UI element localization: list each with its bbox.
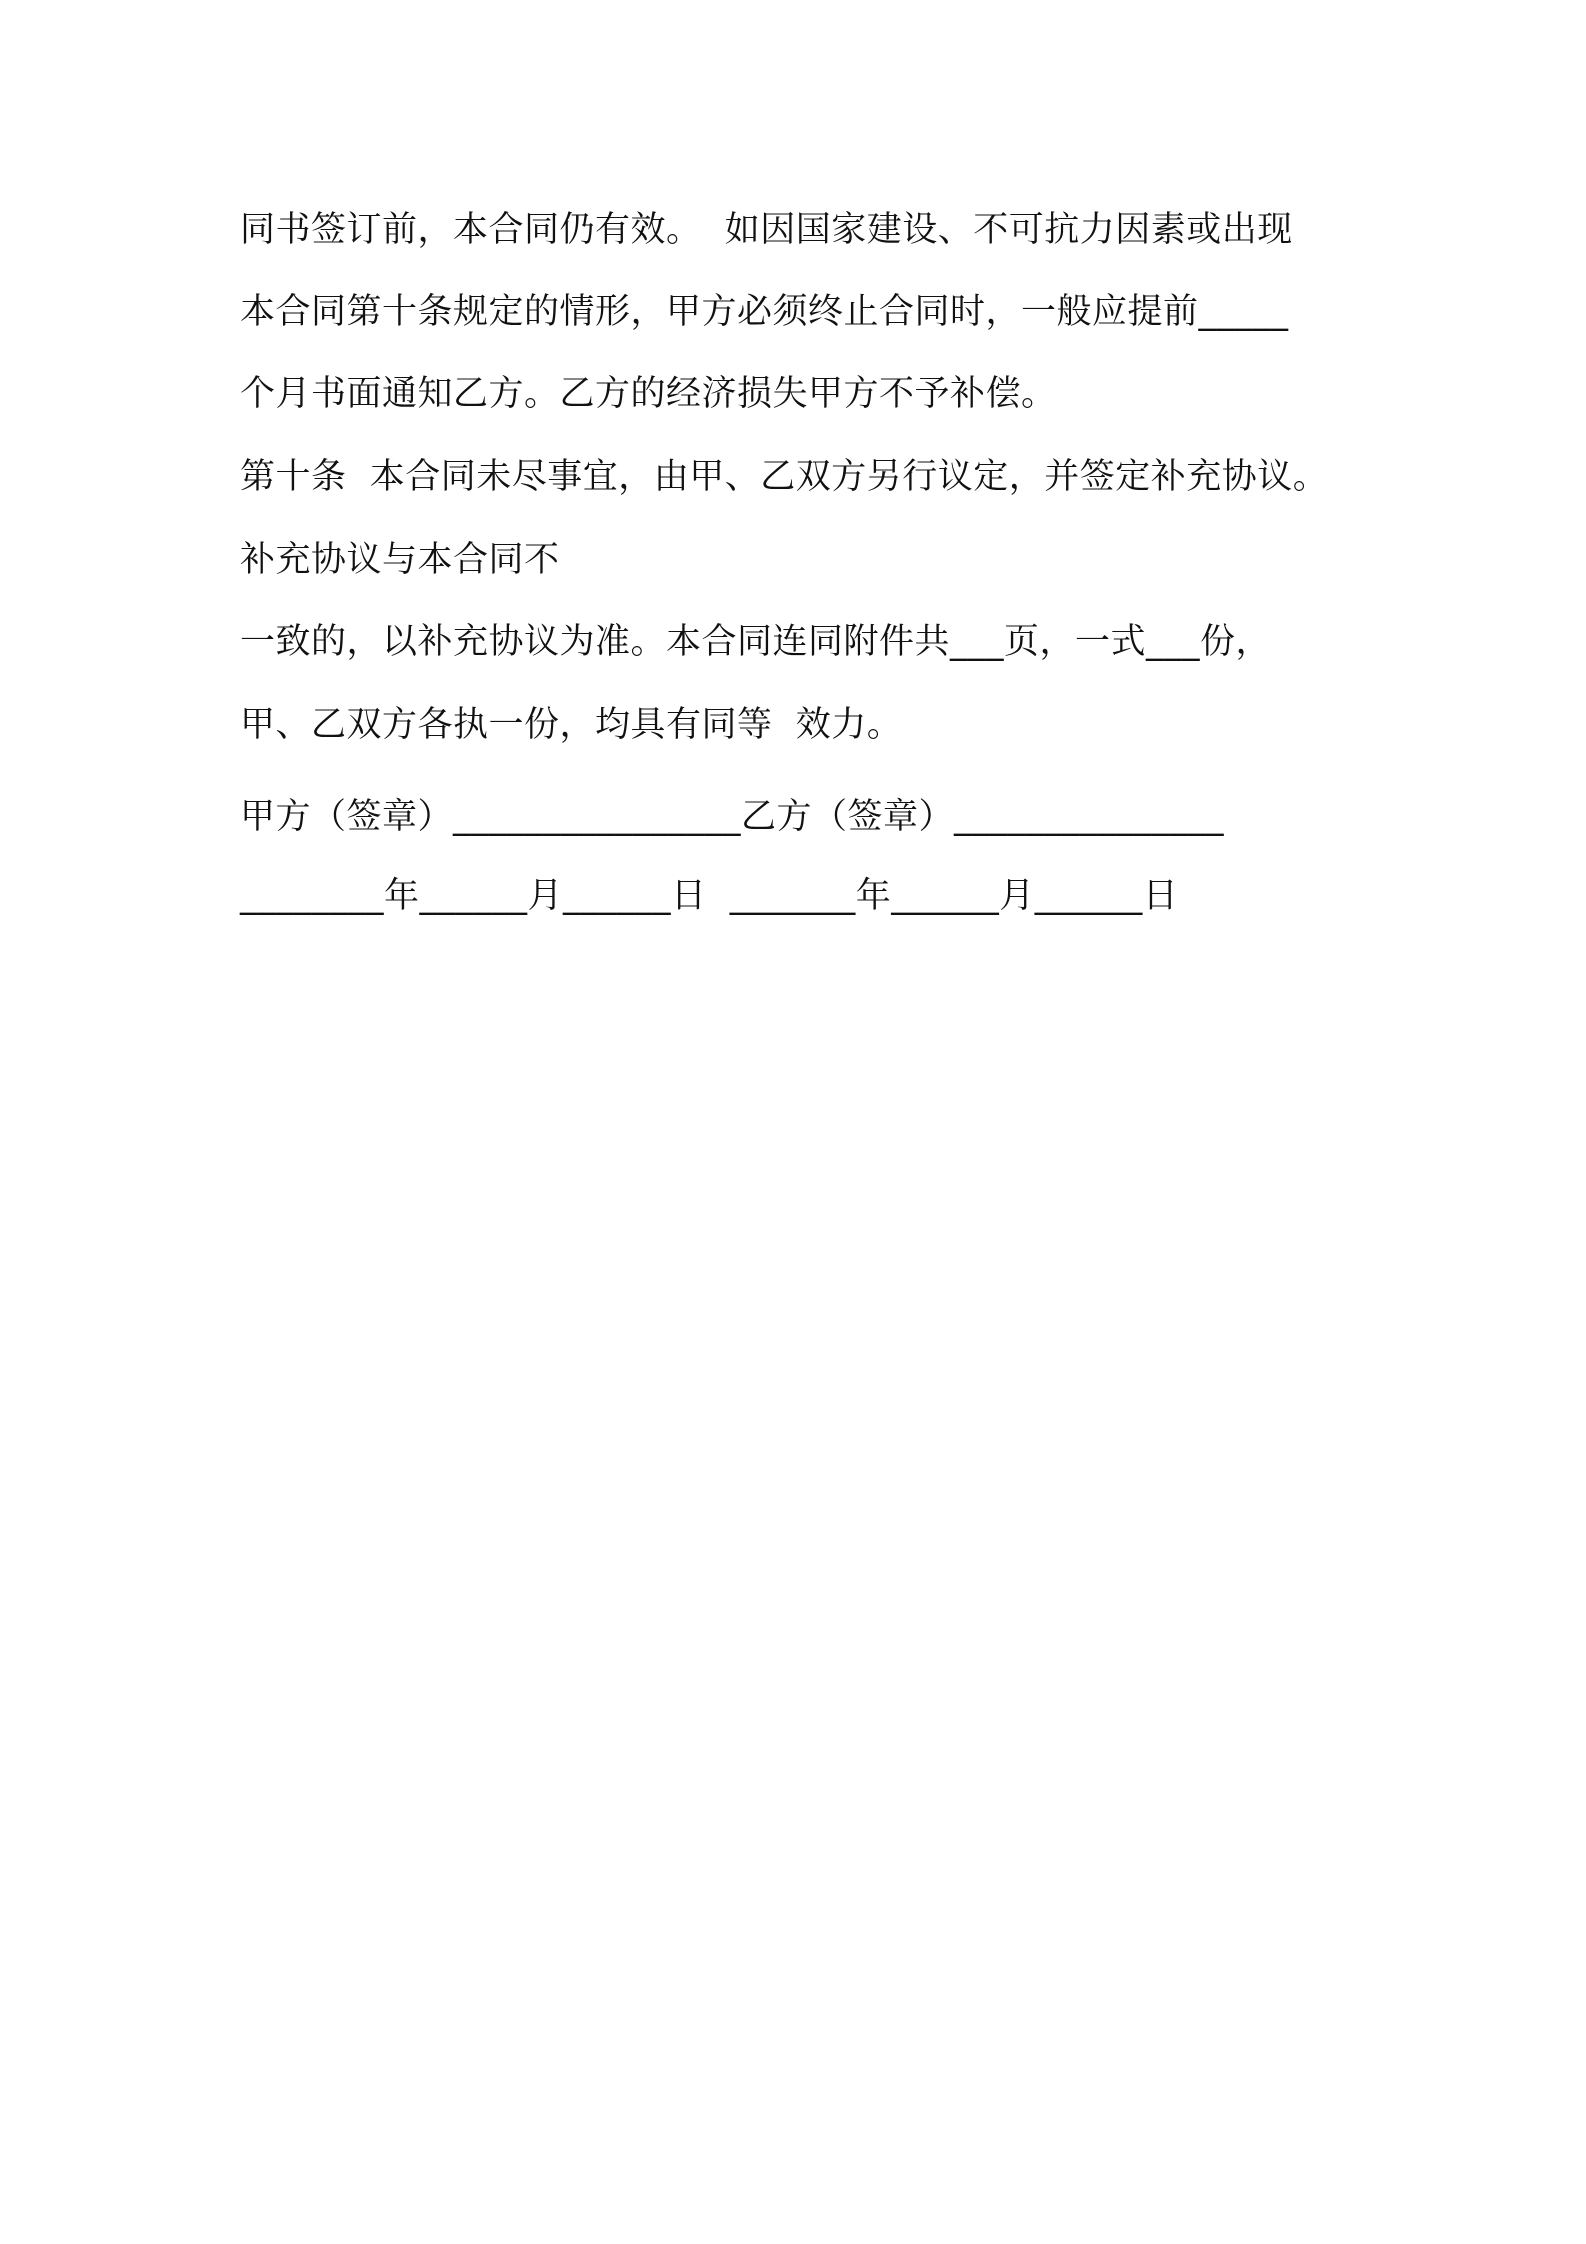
text-line: 一致的，以补充协议为准。本合同连同附件共___页，一式___份， bbox=[240, 622, 1272, 662]
text-line: 个月书面通知乙方。乙方的经济损失甲方不予补偿。 bbox=[240, 374, 1057, 414]
text-line: 第十条 本合同未尽事宜，由甲、乙双方另行议定，并签定补充协议。 bbox=[240, 457, 1329, 497]
text-line: 同书签订前，本合同仍有效。 如因国家建设、不可抗力因素或出现 bbox=[240, 210, 1293, 250]
text-line: 补充协议与本合同不 bbox=[240, 540, 560, 580]
signature-line: 甲方（签章）________________乙方（签章）_______________ bbox=[240, 797, 1225, 837]
date-line: ________年______月______日 _______年______月______日 bbox=[240, 876, 1179, 916]
text-line: 甲、乙双方各执一份，均具有同等 效力。 bbox=[240, 705, 903, 745]
text-line: 本合同第十条规定的情形，甲方必须终止合同时，一般应提前_____ bbox=[240, 292, 1289, 332]
